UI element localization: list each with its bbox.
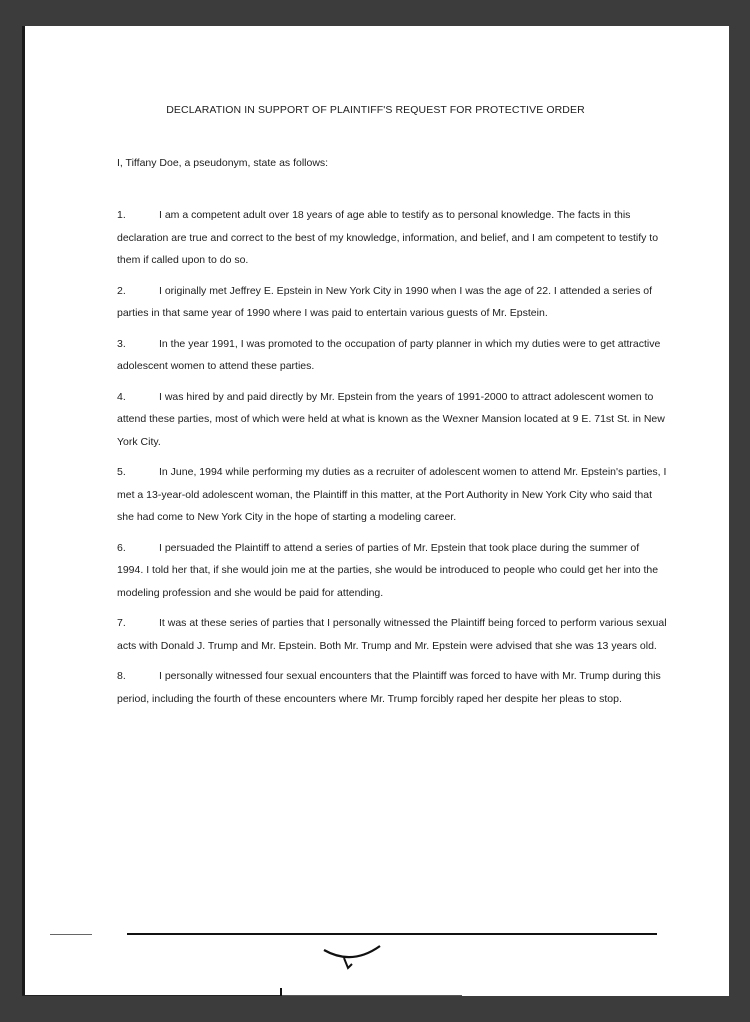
- page-edge-shadow: [22, 26, 25, 996]
- paragraph-7: [117, 612, 667, 657]
- paragraph-number: 1.: [117, 209, 126, 221]
- paragraph-number: 5.: [117, 466, 126, 478]
- paragraph-number: 4.: [117, 390, 126, 403]
- bottom-page-rule: [22, 995, 280, 996]
- paragraph-number: 8.: [117, 670, 126, 682]
- paragraph-8: [117, 665, 667, 710]
- document-page: [22, 26, 729, 996]
- paragraph-2: [117, 280, 667, 325]
- bottom-rule-mid: [282, 995, 462, 996]
- paragraph-text: In the year 1991, I was promoted to the occupation of party planner in which my duties were to get attractive adolescent women to attend these parties.: [117, 337, 661, 372]
- paragraph-1: [117, 204, 667, 272]
- paragraph-text: I originally met Jeffrey E. Epstein in New York City in 1990 when I was the age of 22. I attended a series of parties in that same year of 1990 where I was paid to entertain various guests of Mr. Epstein.: [117, 284, 652, 319]
- paragraph-text: It was at these series of parties that I personally witnessed the Plaintiff being forced to perform various sexual acts with Donald J. Trump and Mr. Epstein. Both Mr. Trump and Mr. Epstein were advised that she was 13 years old.: [117, 617, 667, 652]
- signature-line-left: [50, 934, 92, 935]
- paragraph-4: [117, 386, 667, 454]
- paragraph-text: I am a competent adult over 18 years of age able to testify as to personal knowledge. The facts in this declaration are true and correct to the best of my knowledge, information, and belief, and I am competent to testify to them if called upon to do so.: [117, 209, 659, 266]
- paragraph-5: [117, 461, 667, 529]
- paragraph-number: 3.: [117, 337, 126, 350]
- paragraph-text: I was hired by and paid directly by Mr. Epstein from the years of 1991-2000 to attract adolescent women to attend these parties, most of which were held at what is known as the Wexner Mansion located at 9 E. 71st St. in New York City.: [117, 390, 665, 448]
- signature-scribble-icon: [322, 944, 382, 974]
- paragraph-list: [117, 204, 667, 718]
- declarant-intro: I, Tiffany Doe, a pseudonym, state as follows:: [117, 157, 329, 169]
- paragraph-text: I persuaded the Plaintiff to attend a series of parties of Mr. Epstein that took place during the summer of 1994. I told her that, if she would join me at the parties, she would be introduced to people who could get her into the modeling profession and she would be paid for attending.: [117, 541, 659, 599]
- paragraph-number: 6.: [117, 541, 126, 554]
- paragraph-number: 7.: [117, 617, 126, 629]
- paragraph-text: In June, 1994 while performing my duties as a recruiter of adolescent women to attend Mr. Epstein's parties, I met a 13-year-old adolescent woman, the Plaintiff in this matter, at the Port Authority in New York City who said that she had come to New York City in the hope of starting a modeling career.: [117, 466, 667, 523]
- paragraph-6: [117, 537, 667, 605]
- signature-line: [127, 933, 657, 935]
- paragraph-number: 2.: [117, 284, 126, 297]
- document-title: DECLARATION IN SUPPORT OF PLAINTIFF'S REQUEST FOR PROTECTIVE ORDER: [166, 104, 585, 116]
- paragraph-3: [117, 333, 667, 378]
- paragraph-text: I personally witnessed four sexual encounters that the Plaintiff was forced to have with Mr. Trump during this period, including the fourth of these encounters where Mr. Trump forcibly raped her despite her pleas to stop.: [117, 670, 661, 705]
